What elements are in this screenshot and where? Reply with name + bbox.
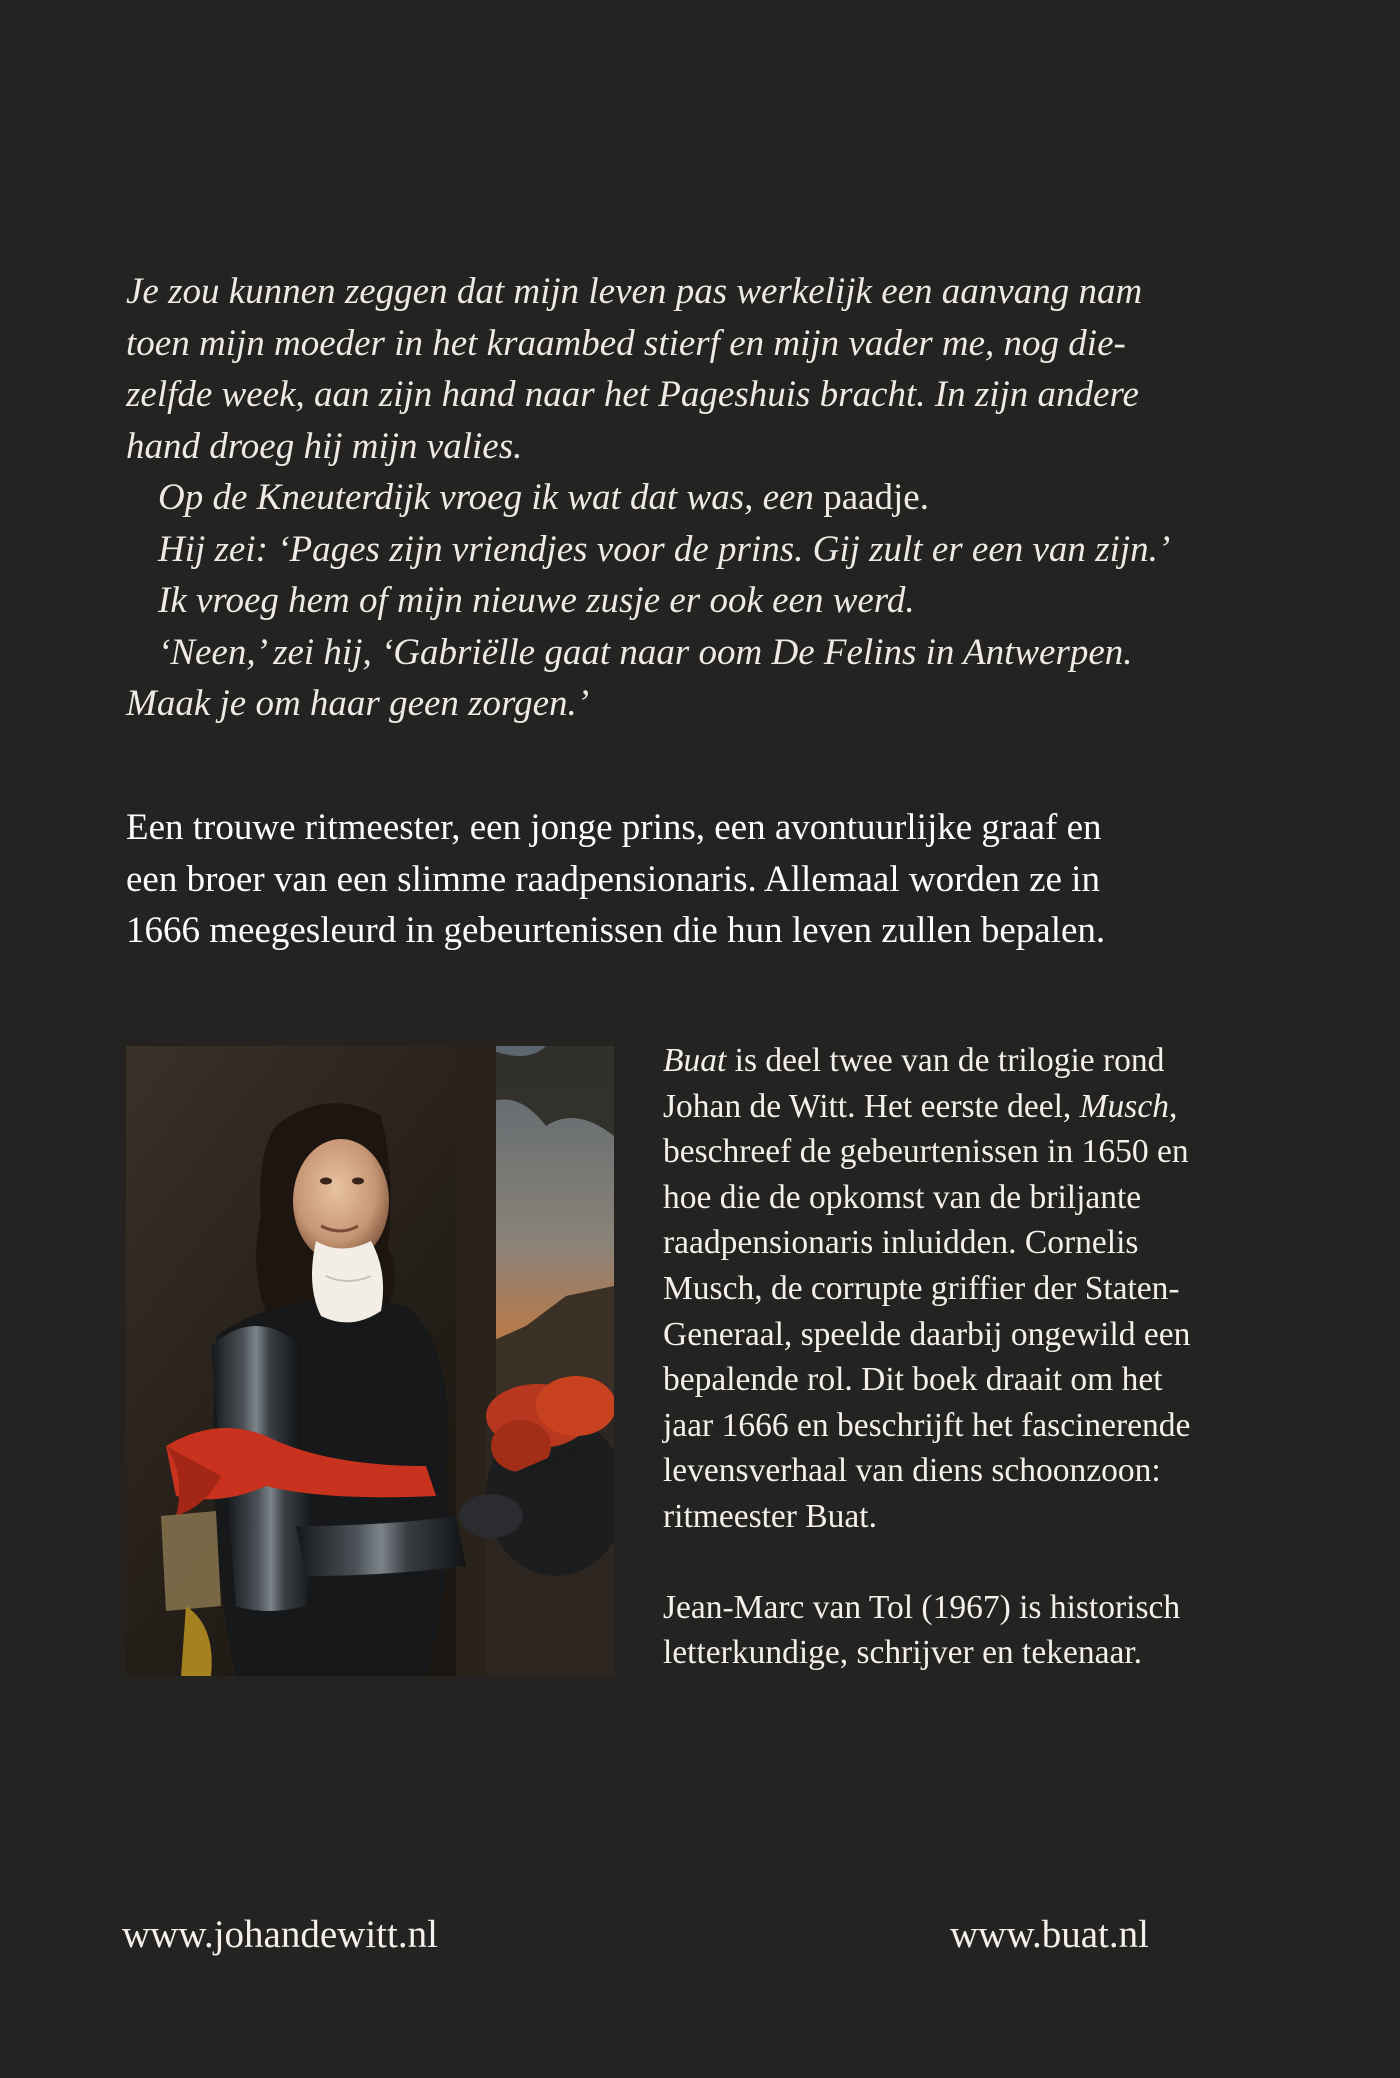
blurb-line: Een trouwe ritmeester, een jonge prins, een avontuurlijke graaf en	[126, 807, 1102, 848]
excerpt-text: Op de Kneuterdijk vroeg ik wat dat was, een	[158, 477, 824, 518]
about-line: bepalende rol. Dit boek draait om het	[663, 1361, 1163, 1399]
about-line: Generaal, speelde daarbij ongewild een	[663, 1315, 1191, 1353]
about-text: ,	[1168, 1087, 1178, 1125]
book-description	[663, 1038, 1283, 1676]
book-title-musch: Musch	[1079, 1087, 1169, 1125]
author-bio-line: letterkundige, schrijver en tekenaar.	[663, 1634, 1143, 1672]
website-link-johandewitt[interactable]: www.johandewitt.nl	[122, 1913, 438, 1956]
book-excerpt	[126, 266, 1306, 730]
about-text: is deel twee van de trilogie rond	[726, 1042, 1165, 1079]
excerpt-line: Maak je om haar geen zorgen.’	[126, 683, 590, 724]
portrait-image	[126, 1046, 614, 1676]
excerpt-line: Hij zei: ‘Pages zijn vriendjes voor de prins. Gij zult er een van zijn.’	[158, 528, 1171, 570]
about-line	[663, 1084, 1283, 1130]
website-link-buat[interactable]: www.buat.nl	[950, 1913, 1149, 1956]
excerpt-line: zelfde week, aan zijn hand naar het Pageshuis bracht. In zijn andere	[126, 374, 1139, 415]
excerpt-roman-word: paadje.	[823, 477, 929, 518]
about-text: Johan de Witt. Het eerste deel,	[663, 1087, 1080, 1125]
book-blurb	[126, 802, 1306, 957]
about-line: hoe die de opkomst van de briljante	[663, 1178, 1142, 1216]
author-bio-line: Jean-Marc van Tol (1967) is historisch	[663, 1588, 1181, 1626]
excerpt-line: hand droeg hij mijn valies.	[126, 425, 523, 467]
about-line: jaar 1666 en beschrijft het fascinerende	[663, 1406, 1191, 1444]
blurb-line: een broer van een slimme raadpensionaris. Allemaal worden ze in	[126, 858, 1100, 900]
about-line: raadpensionaris inluidden. Cornelis	[663, 1224, 1139, 1262]
about-line: levensverhaal van diens schoonzoon:	[663, 1452, 1161, 1490]
excerpt-line	[126, 472, 1306, 524]
about-line	[663, 1038, 1283, 1084]
about-line: ritmeester Buat.	[663, 1497, 877, 1535]
excerpt-line: Je zou kunnen zeggen dat mijn leven pas werkelijk een aanvang nam	[126, 271, 1143, 312]
excerpt-line: Ik vroeg hem of mijn nieuwe zusje er ook een werd.	[158, 580, 915, 621]
about-line: Musch, de corrupte griffier der Staten-	[663, 1269, 1180, 1307]
blurb-line: 1666 meegesleurd in gebeurtenissen die hun leven zullen bepalen.	[126, 910, 1106, 951]
about-line: beschreef de gebeurtenissen in 1650 en	[663, 1133, 1189, 1171]
excerpt-line: ‘Neen,’ zei hij, ‘Gabriëlle gaat naar oom De Felins in Antwerpen.	[158, 631, 1133, 673]
book-title-buat: Buat	[663, 1042, 727, 1079]
excerpt-line: toen mijn moeder in het kraambed stierf en mijn vader me, nog die-	[126, 322, 1126, 364]
